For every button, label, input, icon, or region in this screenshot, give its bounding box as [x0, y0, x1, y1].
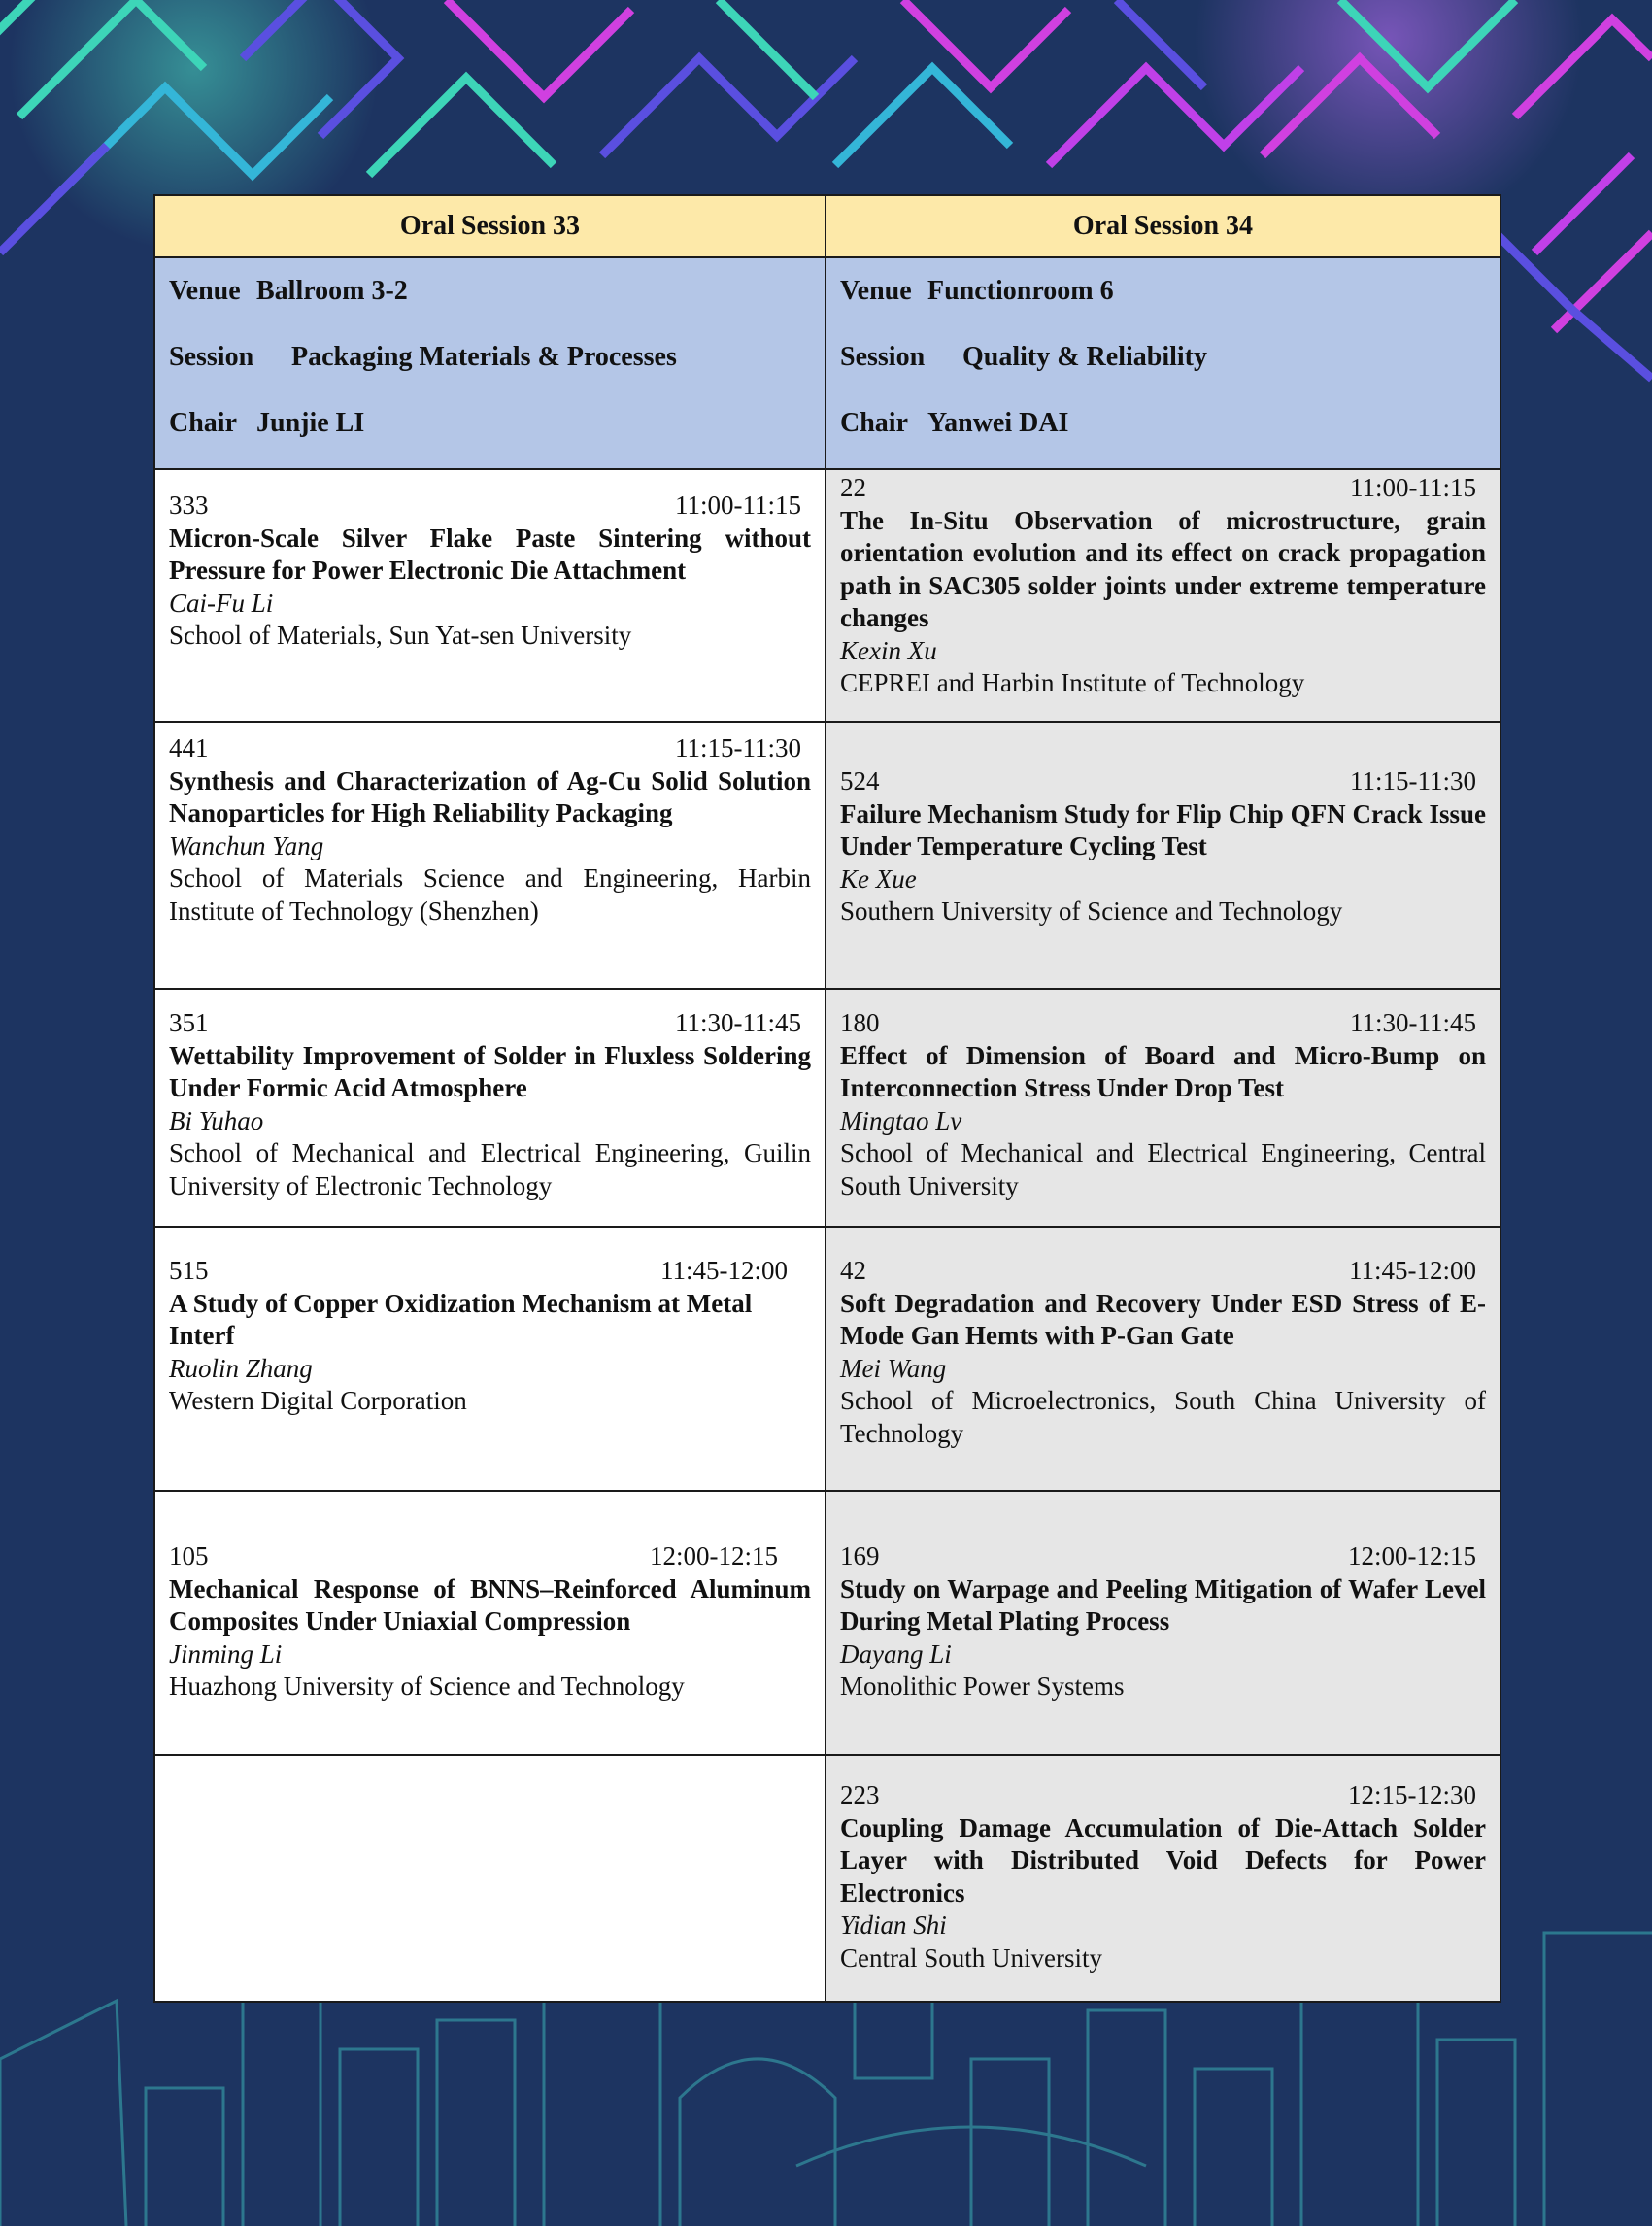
- talk-time: 12:00-12:15: [1348, 1541, 1476, 1570]
- talk-author: Bi Yuhao: [169, 1105, 264, 1135]
- talk-title: A Study of Copper Oxidization Mechanism at Metal Interf: [169, 1288, 753, 1350]
- talk-cell: [154, 989, 826, 1227]
- talk-affiliation: Central South University: [840, 1942, 1102, 1973]
- talk-time: 11:30-11:45: [1350, 1008, 1476, 1037]
- paper-id: 515: [169, 1256, 209, 1285]
- talk-author: Jinming Li: [169, 1638, 283, 1669]
- chair-value: Junjie LI: [256, 408, 365, 438]
- talk-affiliation: School of Mechanical and Electrical Engineering, Guilin University of Electronic Technology: [169, 1138, 811, 1200]
- empty-talk-cell: [154, 1755, 826, 2002]
- chair-label: Chair: [840, 408, 908, 438]
- talk-author: Kexin Xu: [840, 635, 937, 665]
- talk-affiliation: School of Mechanical and Electrical Engineering, Central South University: [840, 1138, 1486, 1200]
- venue-label: Venue: [169, 276, 241, 306]
- session-info-34: [826, 257, 1500, 469]
- talk-author: Wanchun Yang: [169, 830, 324, 860]
- talk-affiliation: Southern University of Science and Technology: [840, 896, 1343, 926]
- paper-id: 22: [840, 473, 866, 502]
- talk-affiliation: School of Materials, Sun Yat-sen University: [169, 621, 632, 650]
- talk-time: 12:00-12:15: [650, 1541, 778, 1570]
- chair-value: Yanwei DAI: [927, 408, 1069, 438]
- talk-affiliation: Western Digital Corporation: [169, 1386, 467, 1415]
- session-info-33: [154, 257, 826, 469]
- session-title-33: Oral Session 33: [154, 195, 826, 257]
- paper-id: 180: [840, 1008, 880, 1037]
- session-value: Packaging Materials & Processes: [291, 342, 677, 372]
- talk-cell: [154, 1491, 826, 1755]
- talk-title: The In-Situ Observation of microstructure, grain orientation evolution and its effect on crack propagation path in SAC305 solder joints under extreme temperature changes: [840, 505, 1486, 632]
- talk-cell: [154, 1227, 826, 1491]
- talk-time: 11:00-11:15: [1350, 473, 1476, 502]
- talk-affiliation: Monolithic Power Systems: [840, 1671, 1125, 1701]
- talk-title: Failure Mechanism Study for Flip Chip QFN Crack Issue Under Temperature Cycling Test: [840, 798, 1486, 860]
- talk-cell: [826, 1227, 1500, 1491]
- talk-author: Yidian Shi: [840, 1910, 947, 1939]
- talk-title: Soft Degradation and Recovery Under ESD Stress of E-Mode Gan Hemts with P-Gan Gate: [840, 1288, 1486, 1350]
- session-title-34: Oral Session 34: [826, 195, 1500, 257]
- talk-time: 11:15-11:30: [1350, 766, 1476, 795]
- paper-id: 105: [169, 1541, 209, 1570]
- talk-time: 11:15-11:30: [675, 733, 801, 762]
- talk-cell: [154, 722, 826, 989]
- session-label: Session: [840, 342, 926, 372]
- paper-id: 441: [169, 733, 209, 762]
- talk-cell: [826, 989, 1500, 1227]
- venue-value: Ballroom 3-2: [256, 276, 408, 306]
- talk-title: Synthesis and Characterization of Ag-Cu Solid Solution Nanoparticles for High Reliability Packaging: [169, 765, 811, 827]
- talk-author: Dayang Li: [840, 1638, 952, 1669]
- paper-id: 333: [169, 490, 209, 520]
- talk-title: Coupling Damage Accumulation of Die-Attach Solder Layer with Distributed Void Defects for Power Electronics: [840, 1812, 1486, 1907]
- talk-author: Cai-Fu Li: [169, 588, 274, 618]
- paper-id: 223: [840, 1780, 880, 1809]
- talk-affiliation: Huazhong University of Science and Technology: [169, 1671, 685, 1701]
- venue-value: Functionroom 6: [927, 276, 1114, 306]
- session-label: Session: [169, 342, 254, 372]
- talk-time: 11:00-11:15: [675, 490, 801, 520]
- paper-id: 524: [840, 766, 880, 795]
- talk-title: Mechanical Response of BNNS–Reinforced Aluminum Composites Under Uniaxial Compression: [169, 1573, 811, 1636]
- talk-time: 11:45-12:00: [1349, 1256, 1476, 1285]
- talk-author: Ke Xue: [840, 863, 917, 894]
- venue-label: Venue: [840, 276, 912, 306]
- talk-title: Effect of Dimension of Board and Micro-Bump on Interconnection Stress Under Drop Test: [840, 1040, 1486, 1102]
- talk-time: 11:45-12:00: [660, 1256, 788, 1285]
- talk-cell: [826, 1491, 1500, 1755]
- paper-id: 351: [169, 1008, 209, 1037]
- talk-time: 11:30-11:45: [675, 1008, 801, 1037]
- talk-author: Ruolin Zhang: [169, 1353, 313, 1383]
- session-value: Quality & Reliability: [962, 342, 1207, 372]
- session-schedule-table: [153, 194, 1501, 2003]
- talk-title: Wettability Improvement of Solder in Fluxless Soldering Under Formic Acid Atmosphere: [169, 1040, 811, 1102]
- talk-author: Mingtao Lv: [840, 1105, 962, 1135]
- paper-id: 169: [840, 1541, 880, 1570]
- talk-cell: [154, 469, 826, 722]
- paper-id: 42: [840, 1256, 866, 1285]
- talk-title: Micron-Scale Silver Flake Paste Sintering without Pressure for Power Electronic Die Attachment: [169, 523, 811, 585]
- talk-cell: [826, 722, 1500, 989]
- talk-affiliation: CEPREI and Harbin Institute of Technology: [840, 668, 1305, 697]
- talk-time: 12:15-12:30: [1348, 1780, 1476, 1809]
- talk-cell: [826, 1755, 1500, 2002]
- talk-affiliation: School of Microelectronics, South China University of Technology: [840, 1386, 1486, 1448]
- talk-author: Mei Wang: [840, 1353, 947, 1383]
- chair-label: Chair: [169, 408, 237, 438]
- talk-title: Study on Warpage and Peeling Mitigation of Wafer Level During Metal Plating Process: [840, 1573, 1486, 1636]
- talk-cell: [826, 469, 1500, 722]
- talk-affiliation: School of Materials Science and Engineering, Harbin Institute of Technology (Shenzhen): [169, 863, 811, 926]
